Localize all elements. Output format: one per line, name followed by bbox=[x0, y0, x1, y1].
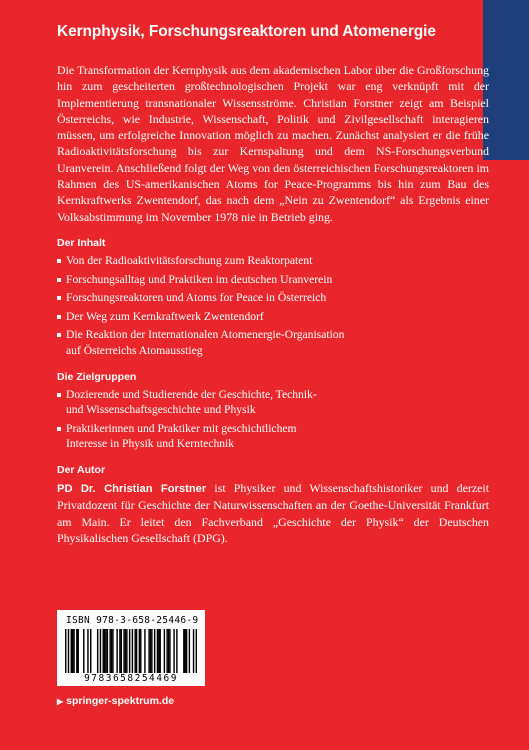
barcode-bar bbox=[87, 629, 88, 673]
author-heading: Der Autor bbox=[57, 463, 106, 476]
audience-item: Dozierende und Studierende der Geschichte, Technik- und Wissenschaftsgeschichte und Physik bbox=[57, 387, 489, 418]
isbn-label: ISBN 978-3-658-25446-9 bbox=[66, 615, 199, 626]
barcode-bar bbox=[193, 629, 194, 673]
barcode-bar bbox=[159, 629, 160, 673]
barcode-bar bbox=[173, 629, 174, 673]
barcode-bar bbox=[97, 629, 98, 673]
intro-paragraph: Die Transformation der Kernphysik aus dem akademischen Labor über die Großforschung hin zum gescheiterten großtechnologischen Projekt war eng verknüpft mit der Implementierung transnationaler Wissensströme. Christian Forstner zeigt am Beispiel Österreichs, wie Industrie, Wissenschaft, Politik und Zivilgesellschaft interagieren müssen, um erfolgreiche Innovation möglich zu machen. Zunächst analysiert er die frühe Radioaktivitätsforschung bis zur Kernspaltung und dem NS-Forschungsverbund Uranverein. Anschließend folgt der Weg von den österreichischen Forschungsreaktoren im Rahmen des US-amerikanischen Atoms for Peace-Programms bis hin zum Bau des Kernkraftwerks Zwentendorf, das nach dem „Nein zu Zwentendorf“ als Ergebnis einer Volksabstimmung im November 1978 nie in Betrieb ging. bbox=[57, 63, 489, 224]
barcode-bar bbox=[76, 629, 77, 673]
barcode-bar bbox=[119, 629, 120, 673]
barcode-bar bbox=[157, 629, 158, 673]
barcode-bar bbox=[183, 629, 184, 673]
barcode-bar bbox=[139, 629, 140, 673]
barcode-bar bbox=[136, 629, 137, 673]
barcode-bar bbox=[107, 629, 108, 673]
contents-item: Forschungsalltag und Praktiken im deutschen Uranverein bbox=[57, 272, 489, 288]
barcode-bar bbox=[126, 629, 127, 673]
contents-item: Die Reaktion der Internationalen Atomenergie-Organisation auf Österreichs Atomausstieg bbox=[57, 327, 489, 358]
audience-list bbox=[57, 387, 489, 452]
barcode-bar bbox=[189, 629, 190, 673]
barcode-bar bbox=[184, 629, 185, 673]
barcode-bar bbox=[134, 629, 135, 673]
barcode-bar bbox=[83, 629, 84, 673]
barcode-bar bbox=[116, 629, 117, 673]
barcode-bar bbox=[158, 629, 159, 673]
author-paragraph bbox=[57, 480, 489, 546]
barcode-bar bbox=[168, 629, 169, 673]
contents-item: Forschungsreaktoren und Atoms for Peace in Österreich bbox=[57, 290, 489, 306]
barcode-bar bbox=[164, 629, 165, 673]
triangle-right-icon: ▶ bbox=[57, 697, 64, 706]
contents-heading: Der Inhalt bbox=[57, 236, 106, 249]
barcode-bar bbox=[72, 629, 73, 673]
contents-item: Der Weg zum Kernkraftwerk Zwentendorf bbox=[57, 309, 489, 325]
contents-item: Von der Radioaktivitätsforschung zum Reaktorpatent bbox=[57, 253, 489, 269]
barcode-bar bbox=[111, 629, 112, 673]
barcode-bar bbox=[103, 629, 104, 673]
barcode-bar bbox=[109, 629, 110, 673]
barcode-bar bbox=[140, 629, 141, 673]
ean-digits: 9783658254469 bbox=[84, 673, 178, 684]
barcode-box bbox=[57, 610, 205, 686]
barcode-bar bbox=[123, 629, 124, 673]
barcode-bar bbox=[154, 629, 155, 673]
book-title: Kernphysik, Forschungsreaktoren und Atomenergie bbox=[57, 23, 436, 40]
contents-list bbox=[57, 253, 489, 359]
barcode-bar bbox=[176, 629, 177, 673]
barcode-bar bbox=[132, 629, 133, 673]
barcode-bar bbox=[144, 629, 145, 673]
barcode-bar bbox=[151, 629, 152, 673]
barcode-bar bbox=[105, 629, 106, 673]
publisher-link[interactable] bbox=[57, 695, 174, 707]
blue-accent-band bbox=[483, 0, 529, 160]
barcode-bar bbox=[150, 629, 151, 673]
publisher-url: springer-spektrum.de bbox=[66, 695, 175, 707]
barcode-bar bbox=[121, 629, 122, 673]
barcode-bar bbox=[196, 629, 197, 673]
barcode-bar bbox=[148, 629, 149, 673]
barcode-bar bbox=[166, 629, 167, 673]
audience-item: Praktikerinnen und Praktiker mit geschichtlichem Interesse in Physik und Kerntechnik bbox=[57, 421, 489, 452]
barcode-bar bbox=[73, 629, 74, 673]
audience-heading: Die Zielgruppen bbox=[57, 370, 137, 383]
barcode-bar bbox=[65, 629, 66, 673]
author-name: PD Dr. Christian Forstner bbox=[57, 482, 207, 495]
barcode-bar bbox=[125, 629, 126, 673]
barcode-bar bbox=[112, 629, 113, 673]
barcode-bar bbox=[78, 629, 79, 673]
barcode-bar bbox=[90, 629, 91, 673]
barcode-bar bbox=[129, 629, 130, 673]
barcode-bar bbox=[104, 629, 105, 673]
barcode-bar bbox=[71, 629, 72, 673]
back-cover-content bbox=[57, 23, 489, 546]
barcode-bar bbox=[100, 629, 101, 673]
author-bio: ist Physiker und Wissenschaftshistoriker und derzeit Privatdozent für Geschichte der Naturwissenschaften an der Goethe-Universität Frankfurt am Main. Er leitet den Fachverband „Geschichte der Physik“ der Deutschen Physikalischen Gesellschaft (DPG). bbox=[57, 480, 489, 545]
barcode-image bbox=[65, 629, 197, 673]
barcode-bar bbox=[186, 629, 187, 673]
barcode-bar bbox=[169, 629, 170, 673]
barcode-bar bbox=[68, 629, 69, 673]
